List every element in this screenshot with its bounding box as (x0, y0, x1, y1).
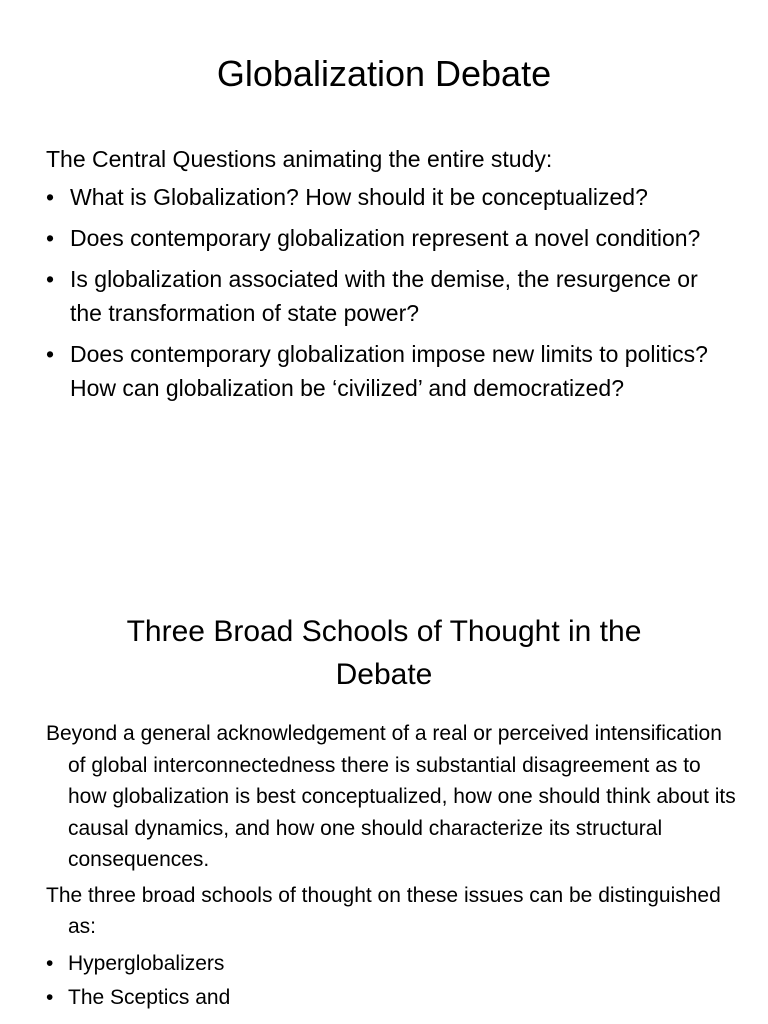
slide-1-body (46, 142, 736, 412)
bullet-item (46, 221, 736, 255)
slide-2-body (46, 718, 736, 1015)
bullet-dot-icon: • (46, 225, 55, 251)
slide-1-bullet-list (46, 180, 736, 405)
bullet-item (46, 180, 736, 214)
bullet-text: Does contemporary globalization impose new limits to politics? How can globalization be ‘civilized’ and democratized? (70, 341, 708, 401)
slide-2-paragraph: Beyond a general acknowledgement of a real or perceived intensification of global interconnectedness there is substantial disagreement as to how globalization is best conceptualized, how one should think about its causal dynamics, and how one should characterize its structural consequences. (46, 722, 736, 871)
bullet-dot-icon: • (46, 266, 55, 292)
slide-2-title: Three Broad Schools of Thought in the Debate (126, 615, 642, 691)
slide-2-paragraph: The three broad schools of thought on these issues can be distinguished as: (46, 883, 721, 938)
slide-1-title: Globalization Debate (216, 53, 552, 94)
bullet-text: What is Globalization? How should it be conceptualized? (70, 184, 648, 210)
bullet-item (46, 262, 736, 330)
bullet-text: Is globalization associated with the demise, the resurgence or the transformation of state power? (70, 266, 698, 326)
bullet-text: The Sceptics and (68, 985, 231, 1009)
bullet-dot-icon: • (46, 951, 54, 975)
bullet-dot-icon: • (46, 341, 55, 367)
bullet-dot-icon: • (46, 184, 55, 210)
bullet-item (46, 947, 736, 981)
bullet-item (46, 337, 736, 405)
slide-2 (0, 576, 768, 1024)
bullet-text: Does contemporary globalization represent a novel condition? (70, 225, 701, 251)
slide-2-bullet-list (46, 947, 736, 1015)
bullet-item (46, 981, 736, 1015)
bullet-text: Hyperglobalizers (68, 951, 225, 975)
bullet-dot-icon: • (46, 985, 54, 1009)
slide-1-intro: The Central Questions animating the entire study: (46, 146, 553, 172)
